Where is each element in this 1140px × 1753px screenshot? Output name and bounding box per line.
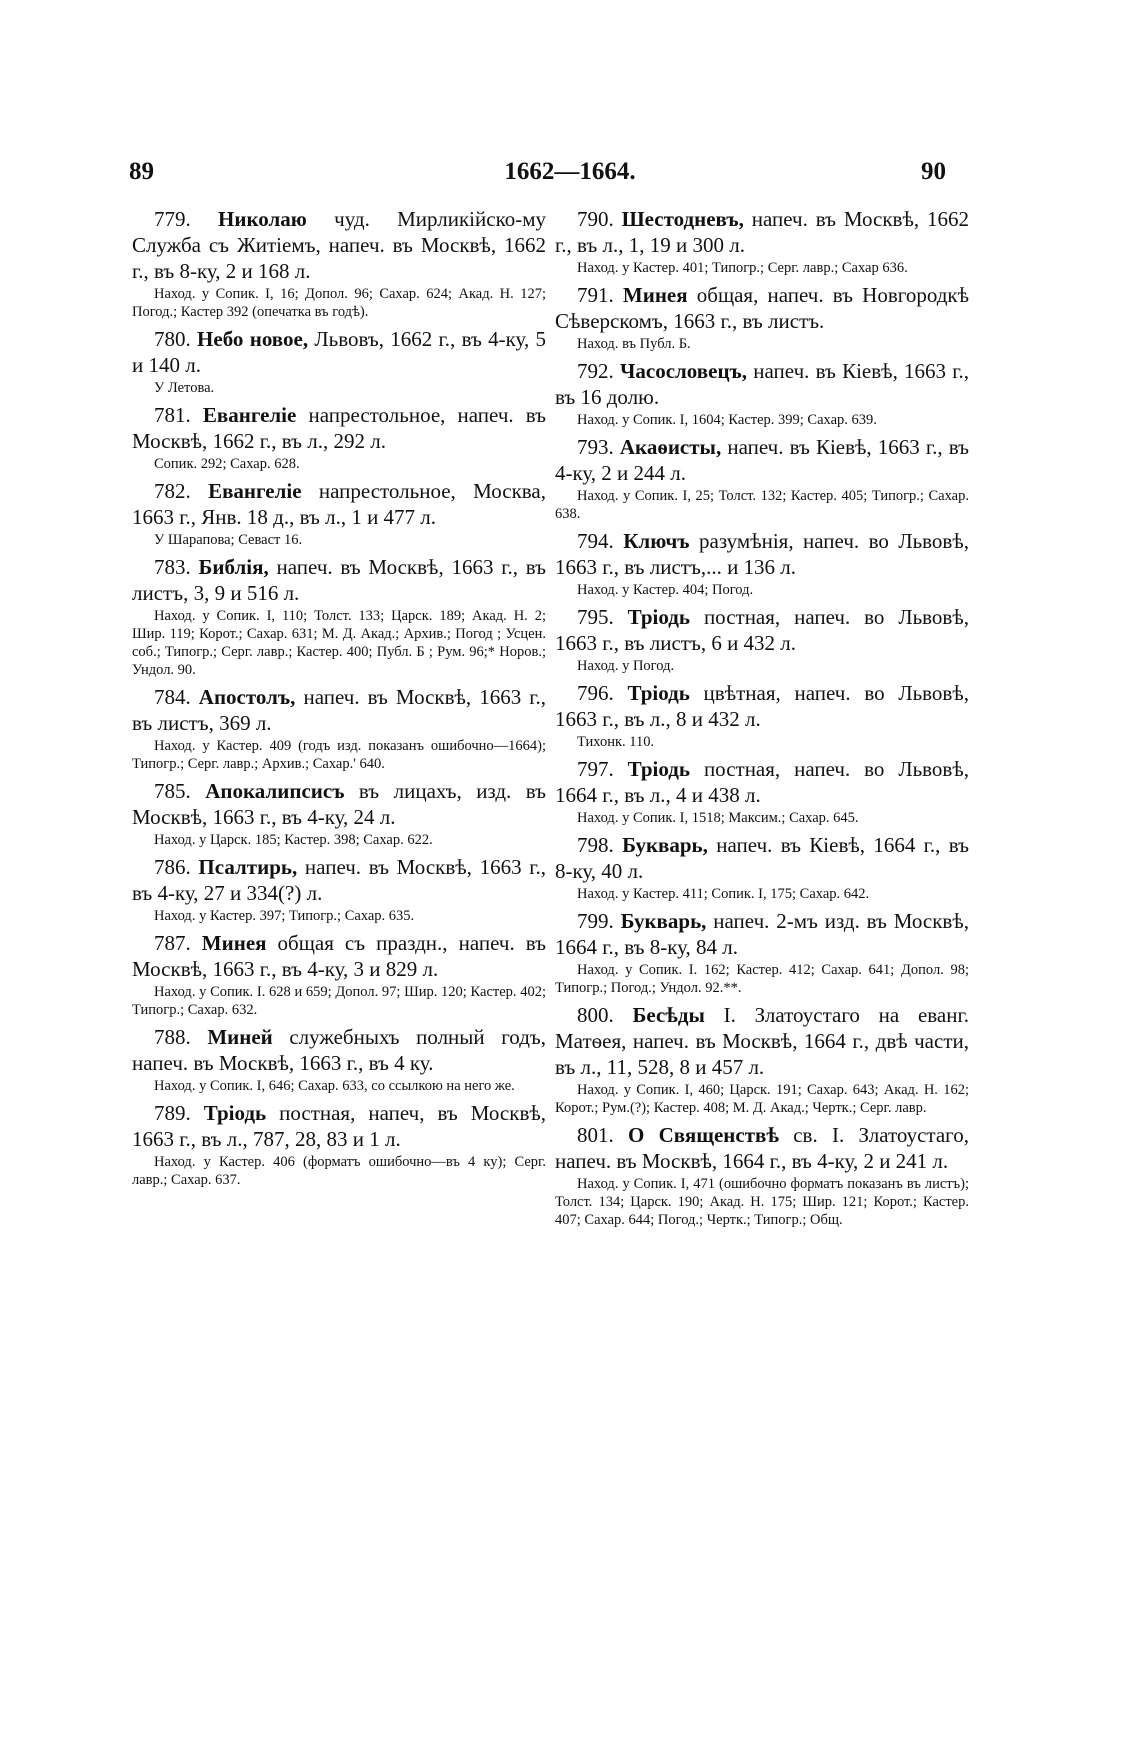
entry-text bbox=[132, 854, 546, 906]
catalog-entry bbox=[555, 680, 969, 751]
catalog-entry bbox=[132, 684, 546, 773]
entry-title: Апокалипсисъ bbox=[205, 779, 345, 803]
entry-description: общая, напеч. въ Новгородкѣ Сѣверскомъ, 1663 г., въ листъ. bbox=[555, 283, 970, 333]
entry-title: Шестодневъ, bbox=[621, 207, 744, 231]
entry-text bbox=[132, 478, 546, 530]
catalog-entry bbox=[555, 604, 969, 675]
entry-text bbox=[132, 1100, 546, 1152]
entry-title: О Священствѣ bbox=[628, 1123, 779, 1147]
catalog-entry bbox=[555, 206, 969, 277]
entry-holdings-note: Наход. у Сопик. I, 646; Сахар. 633, со ссылкою на него же. bbox=[154, 1078, 515, 1094]
entry-title: Акаѳисты, bbox=[619, 435, 722, 459]
catalog-entry bbox=[555, 1122, 969, 1229]
entry-number: 792. bbox=[577, 359, 614, 383]
entry-title: Евангеліе bbox=[202, 403, 297, 427]
entry-text bbox=[555, 1122, 969, 1174]
entry-title: Тріодь bbox=[203, 1101, 267, 1125]
entry-number: 795. bbox=[577, 605, 614, 629]
entry-description: Львовъ, 1662 г., въ 4-ку, 5 и 140 л. bbox=[132, 327, 546, 377]
entry-text bbox=[132, 1024, 546, 1076]
entry-description: въ лицахъ, изд. въ Москвѣ, 1663 г., въ 4-ку, 24 л. bbox=[132, 779, 547, 829]
entry-text bbox=[555, 1002, 969, 1080]
entry-text bbox=[555, 282, 969, 334]
entry-description: цвѣтная, напеч. во Львовѣ, 1663 г., въ л., 8 и 432 л. bbox=[555, 681, 970, 731]
entry-holdings-note: Наход. у Кастер. 406 (форматъ ошибочно—въ 4 ку); Серг. лавр.; Сахар. 637. bbox=[132, 1154, 546, 1188]
entry-title: Псалтирь, bbox=[198, 855, 298, 879]
entry-number: 796. bbox=[577, 681, 614, 705]
catalog-entry bbox=[132, 778, 546, 849]
entry-text bbox=[132, 684, 546, 736]
entry-number: 799. bbox=[577, 909, 614, 933]
entry-title: Тріодь bbox=[627, 605, 691, 629]
entry-holdings-note: Наход. у Сопик. I, 110; Толст. 133; Царск. 189; Акад. Н. 2; Шир. 119; Корот.; Сахар. 631; М. Д. Акад.; Архив.; Погод ; Усцен. соб.; Типогр.; Серг. лавр.; Кастер. 400; Публ. Б ; Рум. 96;* Норов.; Ундол. 90. bbox=[132, 608, 546, 678]
entry-number: 786. bbox=[154, 855, 191, 879]
entry-holdings-note: У Шарапова; Севаст 16. bbox=[154, 532, 303, 548]
entry-title: Библія, bbox=[198, 555, 269, 579]
entry-text bbox=[132, 778, 546, 830]
entry-description: напеч. въ Кіевѣ, 1663 г., въ 4-ку, 2 и 244 л. bbox=[555, 435, 970, 485]
entry-title: Ключъ bbox=[623, 529, 690, 553]
left-column bbox=[132, 206, 546, 1194]
entry-text bbox=[555, 756, 969, 808]
entry-holdings-note: Тихонк. 110. bbox=[577, 734, 655, 750]
entry-title: Небо новое, bbox=[197, 327, 309, 351]
entry-holdings-note: У Летова. bbox=[154, 380, 215, 396]
left-page-number: 89 bbox=[129, 158, 154, 185]
entry-text bbox=[132, 554, 546, 606]
entry-title: Миней bbox=[207, 1025, 273, 1049]
entry-number: 797. bbox=[577, 757, 614, 781]
entry-number: 781. bbox=[154, 403, 191, 427]
entry-text bbox=[555, 908, 969, 960]
catalog-entry bbox=[555, 832, 969, 903]
entry-text bbox=[555, 680, 969, 732]
entry-holdings-note: Сопик. 292; Сахар. 628. bbox=[154, 456, 300, 472]
catalog-entry bbox=[555, 1002, 969, 1117]
entry-holdings-note: Наход. у Кастер. 409 (годъ изд. показанъ ошибочно—1664); Типогр.; Серг. лавр.; Архив.; Сахар.' 640. bbox=[132, 738, 546, 772]
entry-description: напрестольное, Москва, 1663 г., Янв. 18 д., въ л., 1 и 477 л. bbox=[132, 479, 546, 529]
entry-holdings-note: Наход. у Кастер. 411; Сопик. I, 175; Сахар. 642. bbox=[577, 886, 870, 902]
entry-title: Тріодь bbox=[627, 757, 691, 781]
entry-description: I. Златоустаго на еванг. Матѳея, напеч. въ Москвѣ, 1664 г., двѣ части, въ л., 11, 528, 8 и 457 л. bbox=[555, 1003, 969, 1079]
entry-text bbox=[555, 832, 969, 884]
entry-number: 782. bbox=[154, 479, 191, 503]
catalog-entry bbox=[555, 528, 969, 599]
catalog-entry bbox=[555, 434, 969, 523]
entry-description: напеч. 2-мъ изд. въ Москвѣ, 1664 г., въ 8-ку, 84 л. bbox=[555, 909, 970, 959]
entry-description: напеч. въ Москвѣ, 1663 г., въ листъ, 369 л. bbox=[132, 685, 547, 735]
entry-text bbox=[555, 358, 969, 410]
entry-holdings-note: Наход. у Сопик. I, 1518; Максим.; Сахар. 645. bbox=[577, 810, 859, 826]
catalog-entry bbox=[555, 282, 969, 353]
entry-number: 780. bbox=[154, 327, 191, 351]
entry-description: постная, напеч, въ Москвѣ, 1663 г., въ л., 787, 28, 83 и 1 л. bbox=[132, 1101, 547, 1151]
entry-number: 800. bbox=[577, 1003, 614, 1027]
entry-title: Букварь, bbox=[622, 833, 708, 857]
running-header-years: 1662—1664. bbox=[504, 158, 636, 185]
entry-title: Евангеліе bbox=[208, 479, 302, 503]
right-page-number: 90 bbox=[921, 158, 946, 185]
entry-number: 793. bbox=[577, 435, 614, 459]
catalog-entry bbox=[132, 1024, 546, 1095]
entry-text bbox=[555, 206, 969, 258]
catalog-entry bbox=[555, 908, 969, 997]
entry-text bbox=[132, 930, 546, 982]
catalog-entry bbox=[132, 478, 546, 549]
entry-number: 788. bbox=[154, 1025, 191, 1049]
entry-holdings-note: Наход. въ Публ. Б. bbox=[577, 336, 691, 352]
entry-title: Тріодь bbox=[627, 681, 690, 705]
entry-description: напрестольное, напеч. въ Москвѣ, 1662 г., въ л., 292 л. bbox=[132, 403, 547, 453]
entry-description: напеч. въ Москвѣ, 1663 г., въ листъ, 3, 9 и 516 л. bbox=[132, 555, 546, 605]
entry-holdings-note: Наход. у Погод. bbox=[577, 658, 675, 674]
entry-description: напеч. въ Москвѣ, 1662 г., въ л., 1, 19 и 300 л. bbox=[555, 207, 969, 257]
entry-description: постная, напеч. во Львовѣ, 1663 г., въ листъ, 6 и 432 л. bbox=[555, 605, 969, 655]
entry-holdings-note: Наход. у Кастер. 401; Типогр.; Серг. лавр.; Сахар 636. bbox=[577, 260, 908, 276]
entry-holdings-note: Наход. у Сопик. I, 1604; Кастер. 399; Сахар. 639. bbox=[577, 412, 877, 428]
entry-holdings-note: Наход. у Сопик. I, 460; Царск. 191; Сахар. 643; Акад. Н. 162; Корот.; Рум.(?); Кастер. 408; М. Д. Акад.; Чертк.; Серг. лавр. bbox=[555, 1082, 969, 1116]
entry-text bbox=[555, 434, 969, 486]
entry-number: 801. bbox=[577, 1123, 614, 1147]
catalog-entry bbox=[555, 756, 969, 827]
entry-text bbox=[132, 402, 546, 454]
entry-number: 790. bbox=[577, 207, 614, 231]
entry-holdings-note: Наход. у Кастер. 397; Типогр.; Сахар. 635. bbox=[154, 908, 415, 924]
entry-holdings-note: Наход. у Сопик. I, 16; Допол. 96; Сахар. 624; Акад. Н. 127; Погод.; Кастер 392 (опечатка въ годѣ). bbox=[132, 286, 546, 320]
entry-text bbox=[132, 326, 546, 378]
entry-text bbox=[555, 528, 969, 580]
entry-text bbox=[132, 206, 546, 284]
entry-number: 785. bbox=[154, 779, 191, 803]
entry-description: напеч. въ Кіевѣ, 1663 г., въ 16 долю. bbox=[555, 359, 969, 409]
entry-title: Бесѣды bbox=[632, 1003, 705, 1027]
entry-text bbox=[555, 604, 969, 656]
catalog-entry bbox=[132, 206, 546, 321]
entry-holdings-note: Наход. у Царск. 185; Кастер. 398; Сахар. 622. bbox=[154, 832, 433, 848]
entry-number: 779. bbox=[154, 207, 191, 231]
entry-number: 798. bbox=[577, 833, 614, 857]
right-column bbox=[555, 206, 969, 1234]
entry-holdings-note: Наход. у Сопик. I, 25; Толст. 132; Кастер. 405; Типогр.; Сахар. 638. bbox=[555, 488, 969, 522]
entry-description: чуд. Мирликійско-му Служба съ Житіемъ, напеч. въ Москвѣ, 1662 г., въ 8-ку, 2 и 168 л. bbox=[132, 207, 546, 283]
entry-title: Букварь, bbox=[620, 909, 707, 933]
catalog-entry bbox=[132, 402, 546, 473]
entry-title: Минея bbox=[201, 931, 267, 955]
entry-description: напеч. въ Москвѣ, 1663 г., въ 4-ку, 27 и 334(?) л. bbox=[132, 855, 546, 905]
entry-description: св. I. Златоустаго, напеч. въ Москвѣ, 1664 г., въ 4-ку, 2 и 241 л. bbox=[555, 1123, 970, 1173]
entry-number: 791. bbox=[577, 283, 614, 307]
catalog-entry bbox=[132, 1100, 546, 1189]
catalog-entry bbox=[132, 554, 546, 679]
entry-description: напеч. въ Кіевѣ, 1664 г., въ 8-ку, 40 л. bbox=[555, 833, 969, 883]
catalog-entry bbox=[555, 358, 969, 429]
catalog-entry bbox=[132, 854, 546, 925]
entry-holdings-note: Наход. у Сопик. I, 471 (ошибочно форматъ показанъ въ листъ); Толст. 134; Царск. 190; Акад. Н. 175; Шир. 121; Корот.; Кастер. 407; Сахар. 644; Погод.; Чертк.; Типогр.; Общ. bbox=[555, 1176, 969, 1228]
catalog-entry bbox=[132, 930, 546, 1019]
entry-description: разумѣнія, напеч. во Львовѣ, 1663 г., въ листъ,... и 136 л. bbox=[555, 529, 969, 579]
catalog-entry bbox=[132, 326, 546, 397]
entry-holdings-note: Наход. у Сопик. I. 162; Кастер. 412; Сахар. 641; Допол. 98; Типогр.; Погод.; Ундол. 92.**. bbox=[555, 962, 969, 996]
entry-number: 783. bbox=[154, 555, 191, 579]
entry-holdings-note: Наход. у Кастер. 404; Погод. bbox=[577, 582, 754, 598]
entry-number: 784. bbox=[154, 685, 191, 709]
entry-description: постная, напеч. во Львовѣ, 1664 г., въ л., 4 и 438 л. bbox=[555, 757, 969, 807]
entry-number: 789. bbox=[154, 1101, 191, 1125]
entry-title: Минея bbox=[622, 283, 688, 307]
entry-title: Часословецъ, bbox=[619, 359, 748, 383]
entry-holdings-note: Наход. у Сопик. I. 628 и 659; Допол. 97; Шир. 120; Кастер. 402; Типогр.; Сахар. 632. bbox=[132, 984, 546, 1018]
entry-title: Николаю bbox=[218, 207, 307, 231]
entry-title: Апостолъ, bbox=[198, 685, 296, 709]
entry-description: общая съ праздн., напеч. въ Москвѣ, 1663 г., въ 4-ку, 3 и 829 л. bbox=[132, 931, 547, 981]
entry-description: служебныхъ полный годъ, напеч. въ Москвѣ, 1663 г., въ 4 ку. bbox=[132, 1025, 546, 1075]
entry-number: 794. bbox=[577, 529, 614, 553]
entry-number: 787. bbox=[154, 931, 191, 955]
